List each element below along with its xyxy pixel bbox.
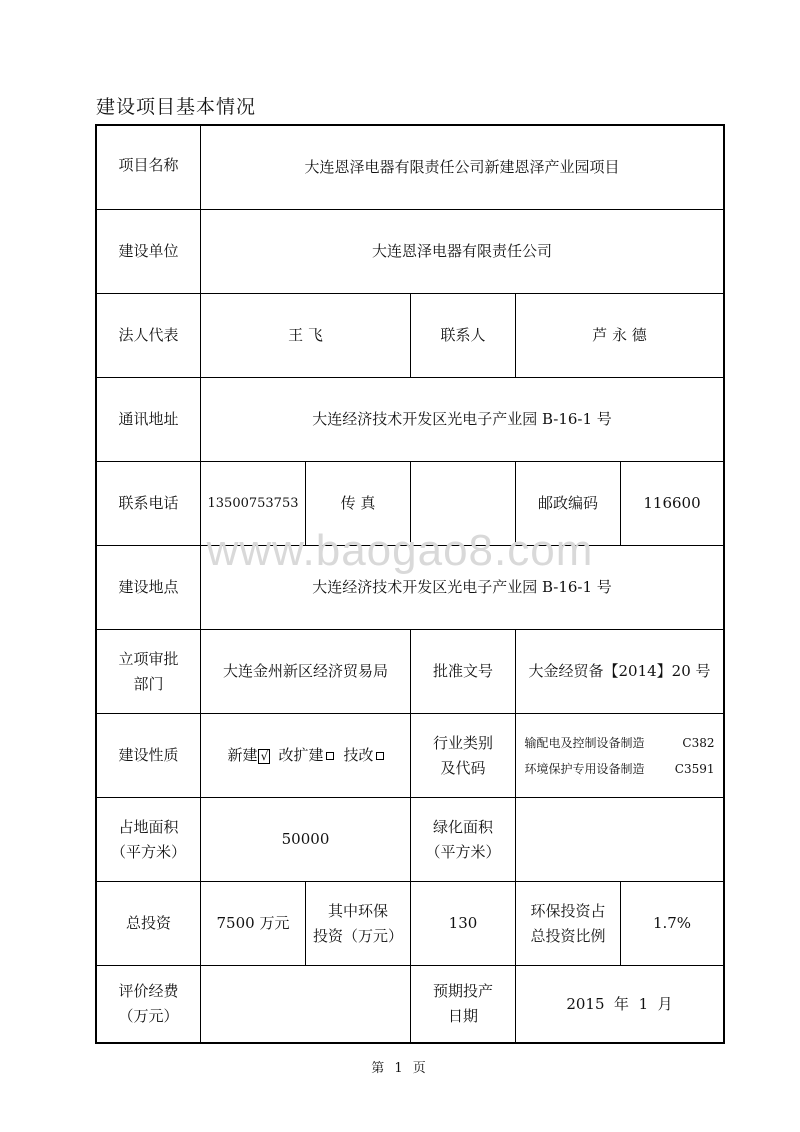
page-number: 第 1 页 [371,1061,429,1076]
phone-label: 联系电话 [118,494,179,512]
project-name-value: 大连恩泽电器有限责任公司新建恩泽产业园项目 [304,158,620,176]
industry-item [525,730,715,756]
approval-dept-label-line2: 部门 [133,674,164,693]
env-investment-label-line1: 其中环保 [327,901,388,920]
industry-item [525,756,715,782]
phone-value: 13500753753 [207,496,299,511]
nature-option-renovation[interactable] [344,743,384,768]
green-area-label [411,798,515,881]
legal-rep-label: 法人代表 [118,326,179,344]
industry-name: 输配电及控制设备制造 [524,735,645,750]
industry-category-label-line1: 行业类别 [432,733,493,752]
postcode-value: 116600 [643,494,701,512]
nature-option-expansion-label: 改扩建 [278,746,324,764]
env-ratio-label-line2: 总投资比例 [530,926,606,945]
land-area-label-line2: （平方米） [110,842,186,861]
industry-category-label [411,714,515,797]
nature-option-new-checkbox[interactable]: √ [258,749,270,764]
approval-number-value: 大金经贸备【2014】20 号 [528,662,711,680]
land-area-value: 50000 [281,830,330,848]
industry-category-label-line2: 及代码 [440,758,486,777]
green-area-label-line1: 绿化面积 [432,817,493,836]
nature-option-new-label: 新建 [227,746,258,764]
industry-code: C3591 [674,761,715,776]
nature-option-renovation-checkbox[interactable] [376,752,384,760]
production-date-label-line1: 预期投产 [432,982,493,1000]
env-ratio-label [516,882,620,965]
total-investment-value: 7500 万元 [216,914,290,932]
legal-rep-value: 王 飞 [288,326,323,344]
approval-dept-label-line1: 立项审批 [118,649,179,668]
approval-dept-value: 大连金州新区经济贸易局 [222,662,388,680]
land-area-label [97,798,200,881]
production-date-label [411,966,515,1042]
construction-nature-label: 建设性质 [118,746,179,764]
construction-site-value: 大连经济技术开发区光电子产业园 B-16-1 号 [312,578,612,596]
land-area-label-line1: 占地面积 [118,817,179,836]
watermark: www.baogao8.com [206,526,594,575]
green-area-label-line2: （平方米） [425,842,501,861]
production-date-label-line2: 日期 [447,1007,478,1025]
postcode-label: 邮政编码 [537,494,598,512]
nature-option-expansion-checkbox[interactable] [326,752,334,760]
mailing-address-label: 通讯地址 [118,410,179,428]
nature-option-new[interactable] [227,743,278,768]
industry-category-list [516,714,723,797]
fax-value [411,462,515,545]
mailing-address-value: 大连经济技术开发区光电子产业园 B-16-1 号 [312,410,612,428]
project-info-table [95,124,725,1044]
assessment-fee-label [97,966,200,1042]
contact-person-label: 联系人 [440,326,486,344]
env-ratio-label-line1: 环保投资占 [530,901,606,920]
page-heading: 建设项目基本情况 [96,96,257,118]
nature-option-renovation-label: 技改 [343,746,374,764]
contact-person-value: 芦 永 德 [592,326,647,344]
approval-dept-label [97,630,200,713]
assessment-fee-label-line2: （万元） [118,1007,179,1025]
env-investment-value: 130 [448,914,478,932]
project-name-label: 项目名称 [118,156,179,174]
production-date-value: 2015 年 1 月 [566,994,673,1013]
fax-label: 传 真 [340,494,376,512]
nature-option-expansion[interactable] [278,743,343,768]
construction-unit-value: 大连恩泽电器有限责任公司 [371,242,552,260]
assessment-fee-label-line1: 评价经费 [118,982,179,1000]
construction-site-label: 建设地点 [118,578,179,596]
industry-code: C382 [682,735,715,750]
env-investment-label-line2: 投资（万元） [312,926,403,945]
green-area-value [516,798,723,881]
construction-nature-options [201,714,410,797]
total-investment-label: 总投资 [125,914,171,932]
construction-unit-label: 建设单位 [118,242,179,260]
assessment-fee-value [201,966,410,1042]
approval-number-label: 批准文号 [432,662,493,680]
industry-name: 环境保护专用设备制造 [524,761,645,776]
env-ratio-value: 1.7% [652,914,692,932]
env-investment-label [306,882,410,965]
